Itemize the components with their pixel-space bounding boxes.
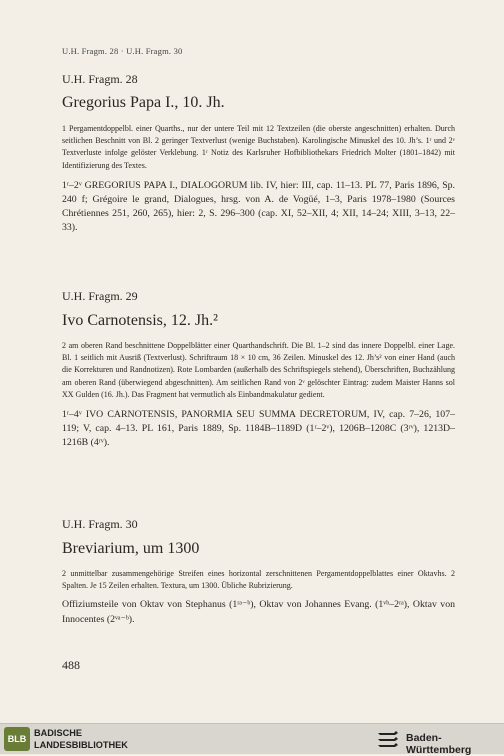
library-footer [0,723,504,754]
entry-title: Breviarium, um 1300 [62,540,200,557]
entry-content: 1ʳ–4ᵛ IVO CARNOTENSIS, PANORMIA SEU SUMMA DECRETORUM, IV, cap. 7–26, 107–119; V, cap. 4–13. PL 161, Paris 1889, Sp. 1184B–1189D (1ʳ–2ᵛ), 1206B–1208C (3ʳᵛ), 1213D–1216B (4ʳᵛ). [62,409,455,449]
entry-title: Ivo Carnotensis, 12. Jh.² [62,312,218,329]
library-name[interactable] [34,727,128,751]
entry-description: 2 unmittelbar zusammengehörige Streifen eines horizontal zerschnittenen Pergamentdoppelblattes einer Oktavhs. 2 Spalten. Je 15 Zeilen erhalten. Textura, um 1300. Übliche Rubrizierung. [62,569,455,591]
entry-description: 2 am oberen Rand beschnittene Doppelblätter einer Quarthandschrift. Die Bl. 1–2 sind das innere Doppelbl. einer Lage. Bl. 1 seitlich mit Ausriß (Textverlust). Schriftraum 18 × 10 cm, 36 Zeilen. Minuskel des 12. Jh’s² von einer Hand (auch die Korrekturen und Randnotizen). Rote Lombarden (außerhalb des Schriftspiegels stehend), Überschriften, Buchzählung am oberen Rand (überwiegend abgeschnitten). Am seitlichen Rand von 2ᵛ gelöschter Eintrag: zudem Maister Hanns sol XX Gulden (16. Jh.). Das Fragment hat vermutlich als Einbandmakulatur gedient. [62,341,455,399]
library-name-line2: LANDESBIBLIOTHEK [34,740,128,750]
shelfmark: U.H. Fragm. 30 [62,517,138,531]
entry-title: Gregorius Papa I., 10. Jh. [62,94,225,111]
baden-wuerttemberg-lions-icon [376,729,402,749]
catalog-entry [62,517,455,627]
entry-content: 1ʳ–2ᵛ GREGORIUS PAPA I., DIALOGORUM lib. IV, hier: III, cap. 11–13. PL 77, Paris 1896, Sp. 240 f; Grégoire le grand, Dialogues, hrsg. von A. de Vogüé, 1–3, Paris 1978–1980 (Sources Chrétiennes 251, 260, 265), hier: 2, S. 296–300 (cap. XI, 52–XII, 4; XII, 14–24; XIII, 3–13, 22–33). [62,179,455,234]
shelfmark: U.H. Fragm. 29 [62,289,138,303]
page-number: 488 [62,658,80,672]
blb-logo-icon[interactable]: BLB [4,727,30,751]
running-head: U.H. Fragm. 28 · U.H. Fragm. 30 [62,46,183,56]
catalog-entry [62,289,455,450]
state-label[interactable]: Baden-Württemberg [406,732,472,756]
catalog-entry [62,72,455,235]
shelfmark: U.H. Fragm. 28 [62,72,138,86]
entry-description: 1 Pergamentdoppelbl. einer Quarths., nur der untere Teil mit 12 Textzeilen (die oberste angeschnitten) erhalten. Durch seitlichen Beschnitt von Bl. 2 geringer Textverlust (wenige Buchstaben). Karolingische Minuskel des 10. Jh’s. 1ʳ und 2ᵛ Textverluste infolge gelöster Verklebung. 1ʳ Notiz des Karlsruher Hofbibliothekars Friedrich Molter (1801–1842) mit Identifizierung des Textes. [62,124,455,170]
entry-content: Offiziumsteile von Oktav von Stephanus (1ʳᵃ⁻ᵇ), Oktav von Johannes Evang. (1ᵛᵇ–2ʳᵃ), Oktav von Innocentes (2ᵛᵃ⁻ᵇ). [62,599,455,625]
library-name-line1: BADISCHE [34,728,82,738]
